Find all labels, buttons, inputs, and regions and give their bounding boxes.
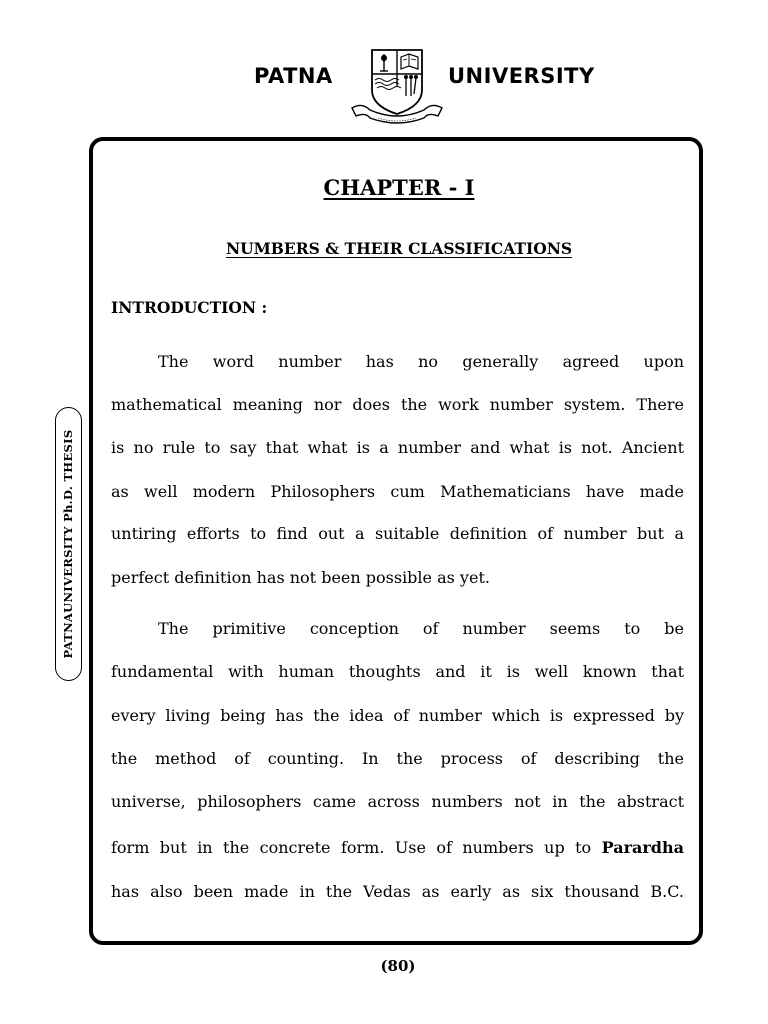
paragraph2-line: has also been made in the Vedas as early as six thousand B.C. xyxy=(111,882,684,901)
bold-term-parardha: Parardha xyxy=(601,838,684,857)
chapter-title: CHAPTER - I xyxy=(323,175,475,200)
paragraph2-line: The primitive conception of number seems to be xyxy=(158,619,684,638)
paragraph1-line: perfect definition has not been possible as yet. xyxy=(111,568,490,587)
paragraph2-line: every living being has the idea of number which is expressed by xyxy=(111,706,684,725)
paragraph2-line: universe, philosophers came across numbers not in the abstract xyxy=(111,792,684,811)
paragraph1-line: mathematical meaning nor does the work number system. There xyxy=(111,395,684,414)
paragraph1-line: The word number has no generally agreed upon xyxy=(158,352,684,371)
paragraph1-line: is no rule to say that what is a number and what is not. Ancient xyxy=(111,438,684,457)
header-university: UNIVERSITY xyxy=(448,64,595,88)
page-number: (80) xyxy=(380,957,416,975)
section-heading-introduction: INTRODUCTION : xyxy=(111,298,268,317)
patna-university-crest-icon xyxy=(348,46,446,128)
paragraph2-line-with-term xyxy=(111,837,684,859)
paragraph1-line: untiring efforts to find out a suitable definition of number but a xyxy=(111,524,684,543)
paragraph2-line: fundamental with human thoughts and it is well known that xyxy=(111,662,684,681)
side-thesis-label: PATNAUNIVERSITY Ph.D. THESIS xyxy=(61,429,75,659)
header-patna: PATNA xyxy=(254,64,333,88)
chapter-subtitle: NUMBERS & THEIR CLASSIFICATIONS xyxy=(225,239,573,258)
paragraph1-line: as well modern Philosophers cum Mathematicians have made xyxy=(111,482,684,501)
paragraph2-line: the method of counting. In the process of describing the xyxy=(111,749,684,768)
paragraph2-line-text: form but in the concrete form. Use of numbers up to xyxy=(111,838,592,857)
